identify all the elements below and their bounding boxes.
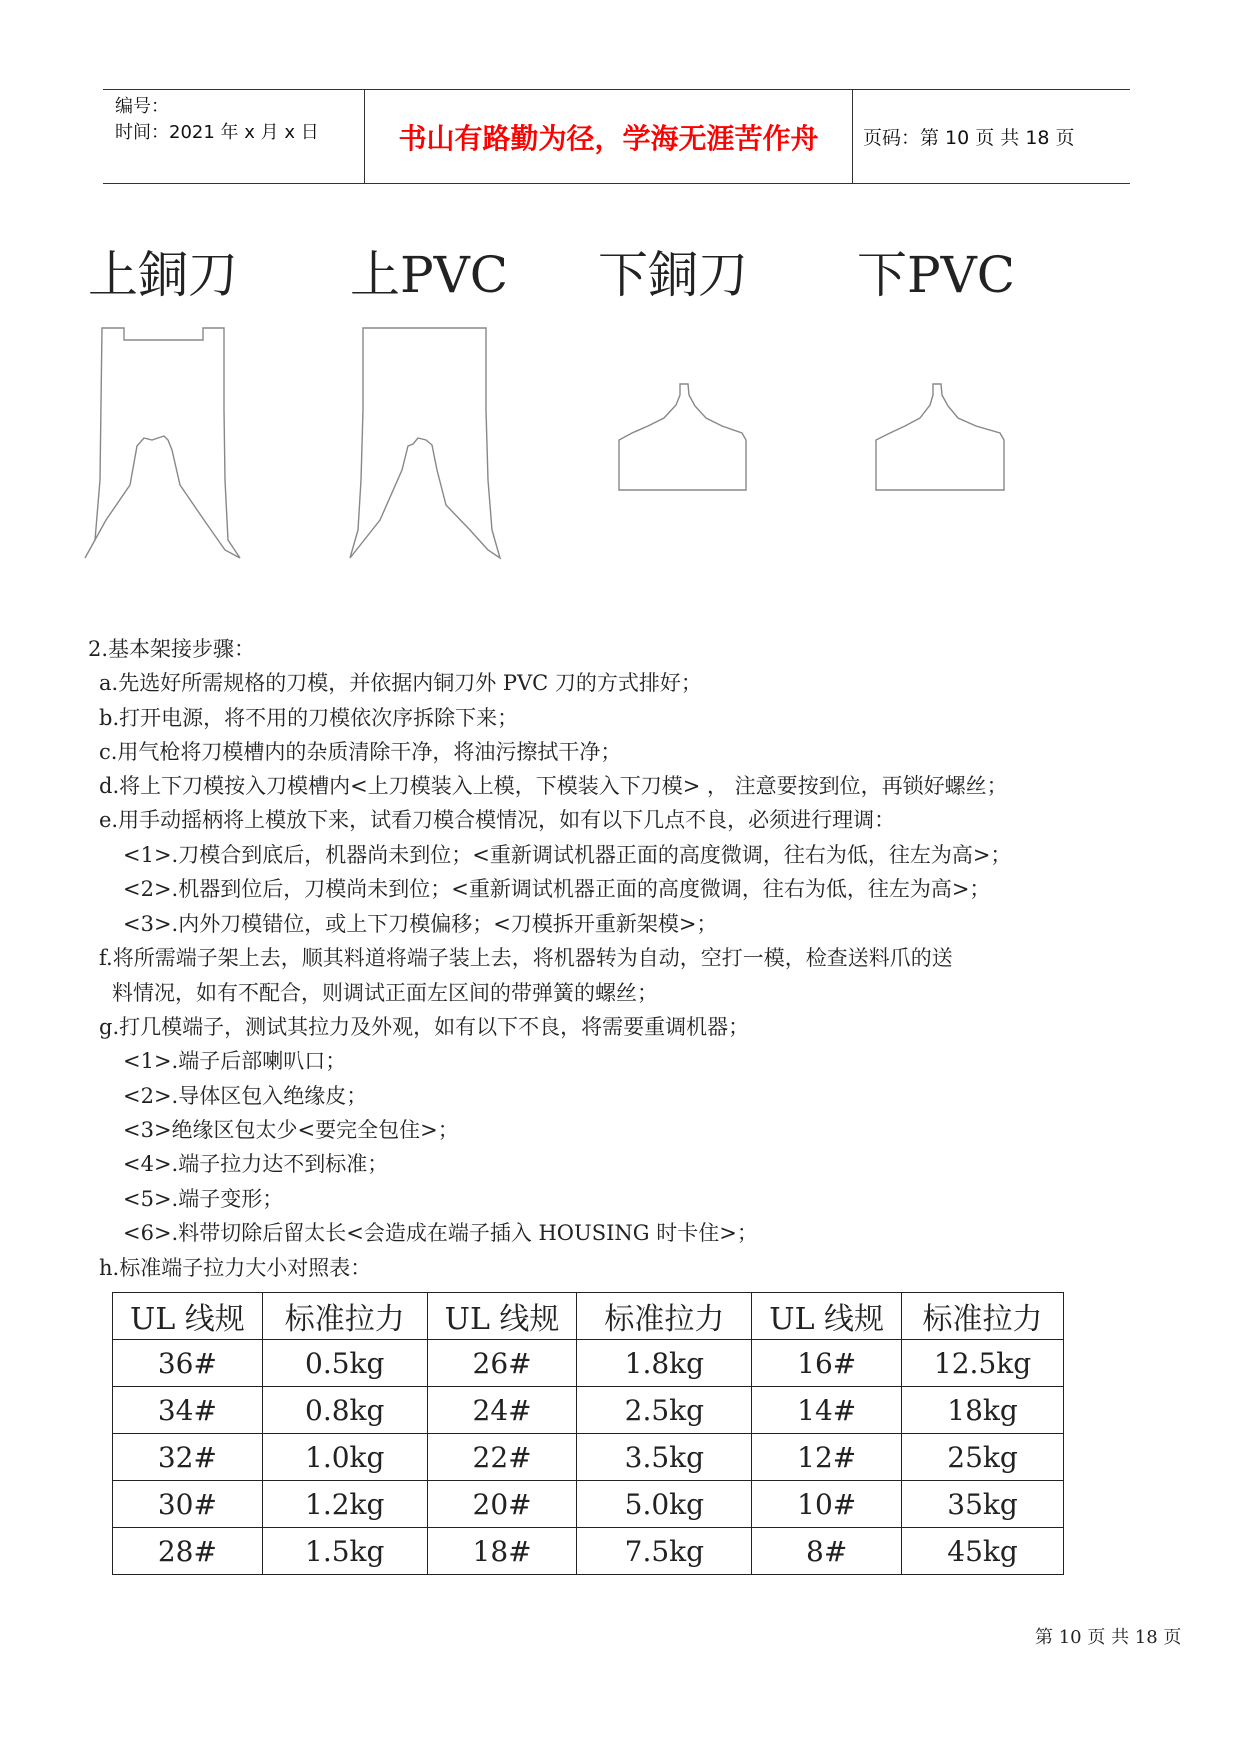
step-e: e.用手动摇柄将上模放下来，试看刀模合模情况，如有以下几点不良，必须进行理调： [99, 808, 896, 832]
table-cell: 0.8kg [262, 1387, 427, 1434]
step-e-2: <2>.机器到位后，刀模尚未到位；<重新调试机器正面的高度微调，往右为低，往左为高>； [123, 877, 991, 901]
table-cell: 18kg [902, 1387, 1064, 1434]
lower-copper-blade-outline [619, 384, 746, 490]
table-cell: 1.5kg [262, 1528, 427, 1575]
blade-label-upper-copper: 上銅刀 [88, 246, 238, 304]
table-cell: 18# [427, 1528, 577, 1575]
header-page-info: 页码：第 10 页 共 18 页 [863, 127, 1075, 149]
table-cell: 20# [427, 1481, 577, 1528]
table-header-cell: 标准拉力 [902, 1293, 1064, 1340]
blade-label-upper-pvc: 上PVC [350, 246, 509, 304]
header-motto: 书山有路勤为径，学海无涯苦作舟 [398, 121, 819, 155]
page-footer: 第 10 页 共 18 页 [1035, 1627, 1182, 1648]
step-g-4: <4>.端子拉力达不到标准； [123, 1152, 389, 1176]
table-cell: 25kg [902, 1434, 1064, 1481]
table-cell: 1.2kg [262, 1481, 427, 1528]
step-g-3: <3>绝缘区包太少<要完全包住>； [123, 1118, 459, 1142]
table-cell: 8# [752, 1528, 902, 1575]
table-row [113, 1481, 1064, 1528]
table-cell: 26# [427, 1340, 577, 1387]
table-row [113, 1528, 1064, 1575]
lower-pvc-blade-outline [876, 384, 1004, 490]
table-header-cell: UL 线规 [113, 1293, 263, 1340]
table-cell: 7.5kg [577, 1528, 752, 1575]
table-cell: 14# [752, 1387, 902, 1434]
table-cell: 3.5kg [577, 1434, 752, 1481]
table-cell: 36# [113, 1340, 263, 1387]
table-cell: 1.8kg [577, 1340, 752, 1387]
upper-pvc-blade-outline [350, 328, 500, 558]
step-f-line1: f.将所需端子架上去，顺其料道将端子装上去，将机器转为自动，空打一模，检查送料爪的送 [99, 946, 953, 970]
document-time-label: 时间：2021 年 x 月 x 日 [115, 122, 319, 143]
table-cell: 28# [113, 1528, 263, 1575]
step-g-5: <5>.端子变形； [123, 1187, 284, 1211]
step-e-1: <1>.刀模合到底后，机器尚未到位；<重新调试机器正面的高度微调，往右为低，往左为高>； [123, 843, 1012, 867]
table-cell: 5.0kg [577, 1481, 752, 1528]
pull-force-table [112, 1292, 1064, 1575]
step-a: a.先选好所需规格的刀模，并依据内铜刀外 PVC 刀的方式排好； [99, 671, 702, 695]
table-cell: 45kg [902, 1528, 1064, 1575]
step-g-2: <2>.导体区包入绝缘皮； [123, 1084, 368, 1108]
document-number-label: 编号： [115, 96, 169, 117]
table-header-cell: 标准拉力 [577, 1293, 752, 1340]
table-row [113, 1340, 1064, 1387]
steps-title: 2.基本架接步骤： [88, 637, 256, 661]
step-h: h.标准端子拉力大小对照表： [99, 1256, 372, 1280]
step-d: d.将上下刀模按入刀模槽内<上刀模装入上模，下模装入下刀模> ， 注意要按到位，再锁好螺丝； [99, 774, 1008, 798]
step-g-1: <1>.端子后部喇叭口； [123, 1049, 347, 1073]
table-cell: 24# [427, 1387, 577, 1434]
step-g: g.打几模端子，测试其拉力及外观，如有以下不良，将需要重调机器； [99, 1015, 750, 1039]
table-cell: 2.5kg [577, 1387, 752, 1434]
table-cell: 30# [113, 1481, 263, 1528]
table-cell: 16# [752, 1340, 902, 1387]
blade-label-lower-pvc: 下PVC [857, 246, 1016, 304]
step-b: b.打开电源，将不用的刀模依次序拆除下来； [99, 706, 519, 730]
table-cell: 1.0kg [262, 1434, 427, 1481]
table-cell: 12# [752, 1434, 902, 1481]
upper-copper-blade-outline [85, 328, 240, 558]
table-cell: 10# [752, 1481, 902, 1528]
blade-outlines-figure [0, 0, 1241, 600]
step-g-6: <6>.料带切除后留太长<会造成在端子插入 HOUSING 时卡住>； [123, 1221, 758, 1245]
step-c: c.用气枪将刀模槽内的杂质清除干净，将油污擦拭干净； [99, 740, 622, 764]
table-cell: 32# [113, 1434, 263, 1481]
step-f-line2: 料情况，如有不配合，则调试正面左区间的带弹簧的螺丝； [112, 981, 658, 1005]
table-row [113, 1387, 1064, 1434]
table-row [113, 1434, 1064, 1481]
step-e-3: <3>.内外刀模错位，或上下刀模偏移；<刀模拆开重新架模>； [123, 912, 718, 936]
blade-label-lower-copper: 下銅刀 [598, 246, 748, 304]
table-header-cell: UL 线规 [752, 1293, 902, 1340]
table-header-row [113, 1293, 1064, 1340]
table-cell: 0.5kg [262, 1340, 427, 1387]
table-cell: 12.5kg [902, 1340, 1064, 1387]
table-cell: 35kg [902, 1481, 1064, 1528]
table-header-cell: 标准拉力 [262, 1293, 427, 1340]
table-cell: 34# [113, 1387, 263, 1434]
table-header-cell: UL 线规 [427, 1293, 577, 1340]
table-cell: 22# [427, 1434, 577, 1481]
